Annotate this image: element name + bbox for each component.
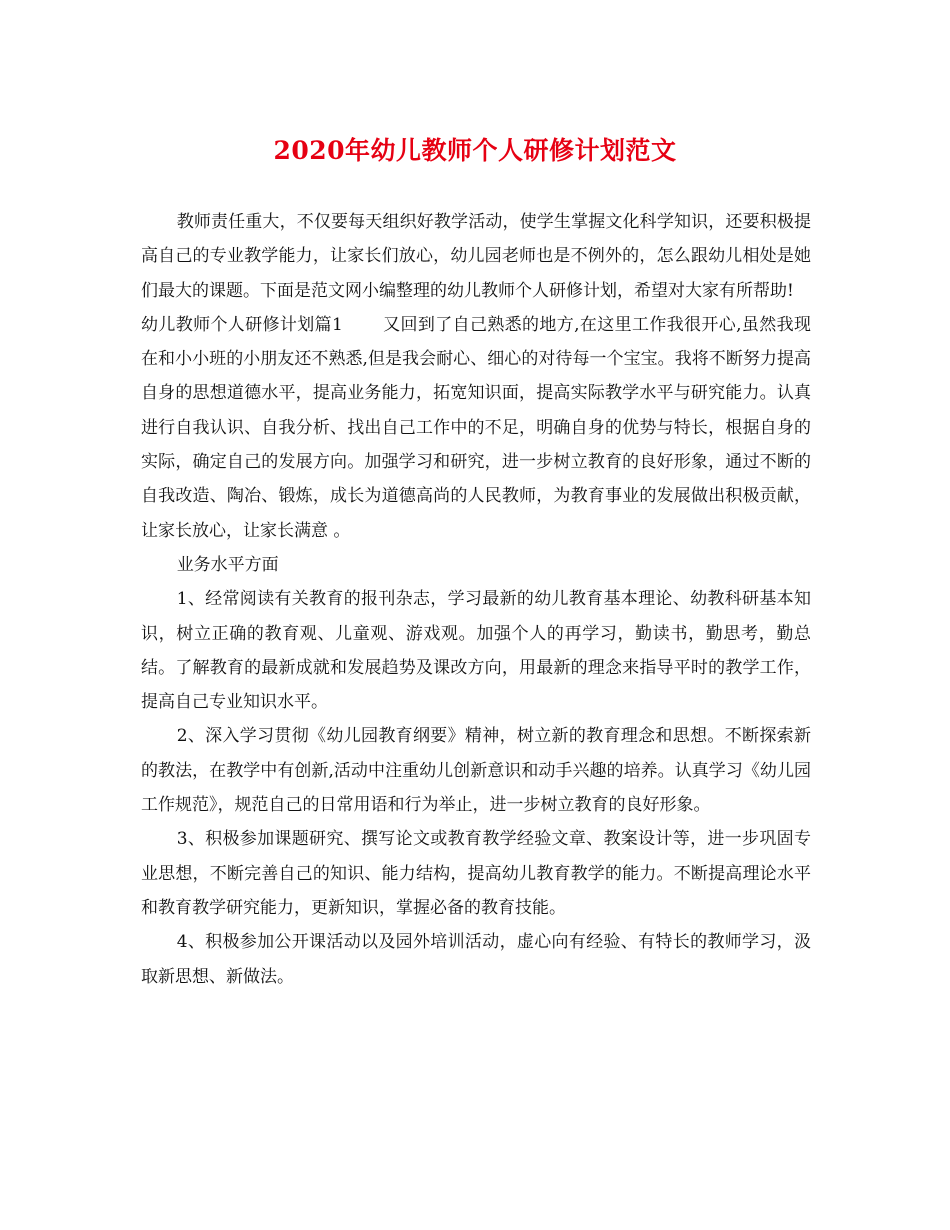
subheading: 业务水平方面 xyxy=(176,554,279,575)
document-body xyxy=(141,205,811,994)
section-text: 又回到了自己熟悉的地方,在这里工作我很开心,虽然我现在和小小班的小朋友还不熟悉,但是我会耐心、细心的对待每一个宝宝。我将不断努力提高自身的思想道德水平，提高业务能力，拓宽知识面，提高实际教学水平与研究能力。认真进行自我认识、自我分析、找出自己工作中的不足，明确自身的优势与特长，根据自身的实际，确定自己的发展方向。加强学习和研究，进一步树立教育的良好形象，通过不断的自我改造、陶冶、锻炼，成长为道德高尚的人民教师，为教育事业的发展做出积极贡献，让家长放心，让家长满意 。 xyxy=(141,314,811,541)
intro-paragraph: 教师责任重大，不仅要每天组织好教学活动，使学生掌握文化科学知识，还要积极提高自己的专业教学能力，让家长们放心，幼儿园老师也是不例外的，怎么跟幼儿相处是她们最大的课题。下面是范文网小编整理的幼儿教师个人研修计划，希望对大家有所帮助! xyxy=(141,212,811,301)
list-item: 3、积极参加课题研究、撰写论文或教育教学经验文章、教案设计等，进一步巩固专业思想，不断完善自己的知识、能力结构，提高幼儿教育教学的能力。不断提高理论水平和教育教学研究能力，更新知识，掌握必备的教育技能。 xyxy=(141,829,811,918)
section-heading: 幼儿教师个人研修计划篇1 xyxy=(141,314,343,335)
document-title: 2020年幼儿教师个人研修计划范文 xyxy=(273,136,677,165)
list-item: 4、积极参加公开课活动以及园外培训活动，虚心向有经验、有特长的教师学习，汲取新思想、新做法。 xyxy=(141,932,811,987)
section-paragraph xyxy=(141,308,811,548)
list-item: 1、经常阅读有关教育的报刊杂志，学习最新的幼儿教育基本理论、幼教科研基本知识，树立正确的教育观、儿童观、游戏观。加强个人的再学习，勤读书，勤思考，勤总结。了解教育的最新成就和发展趋势及课改方向，用最新的理念来指导平时的教学工作，提高自己专业知识水平。 xyxy=(141,589,811,713)
list-item: 2、深入学习贯彻《幼儿园教育纲要》精神，树立新的教育理念和思想。不断探索新的教法，在教学中有创新,活动中注重幼儿创新意识和动手兴趣的培养。认真学习《幼儿园工作规范》，规范自己的日常用语和行为举止，进一步树立教育的良好形象。 xyxy=(141,726,811,816)
